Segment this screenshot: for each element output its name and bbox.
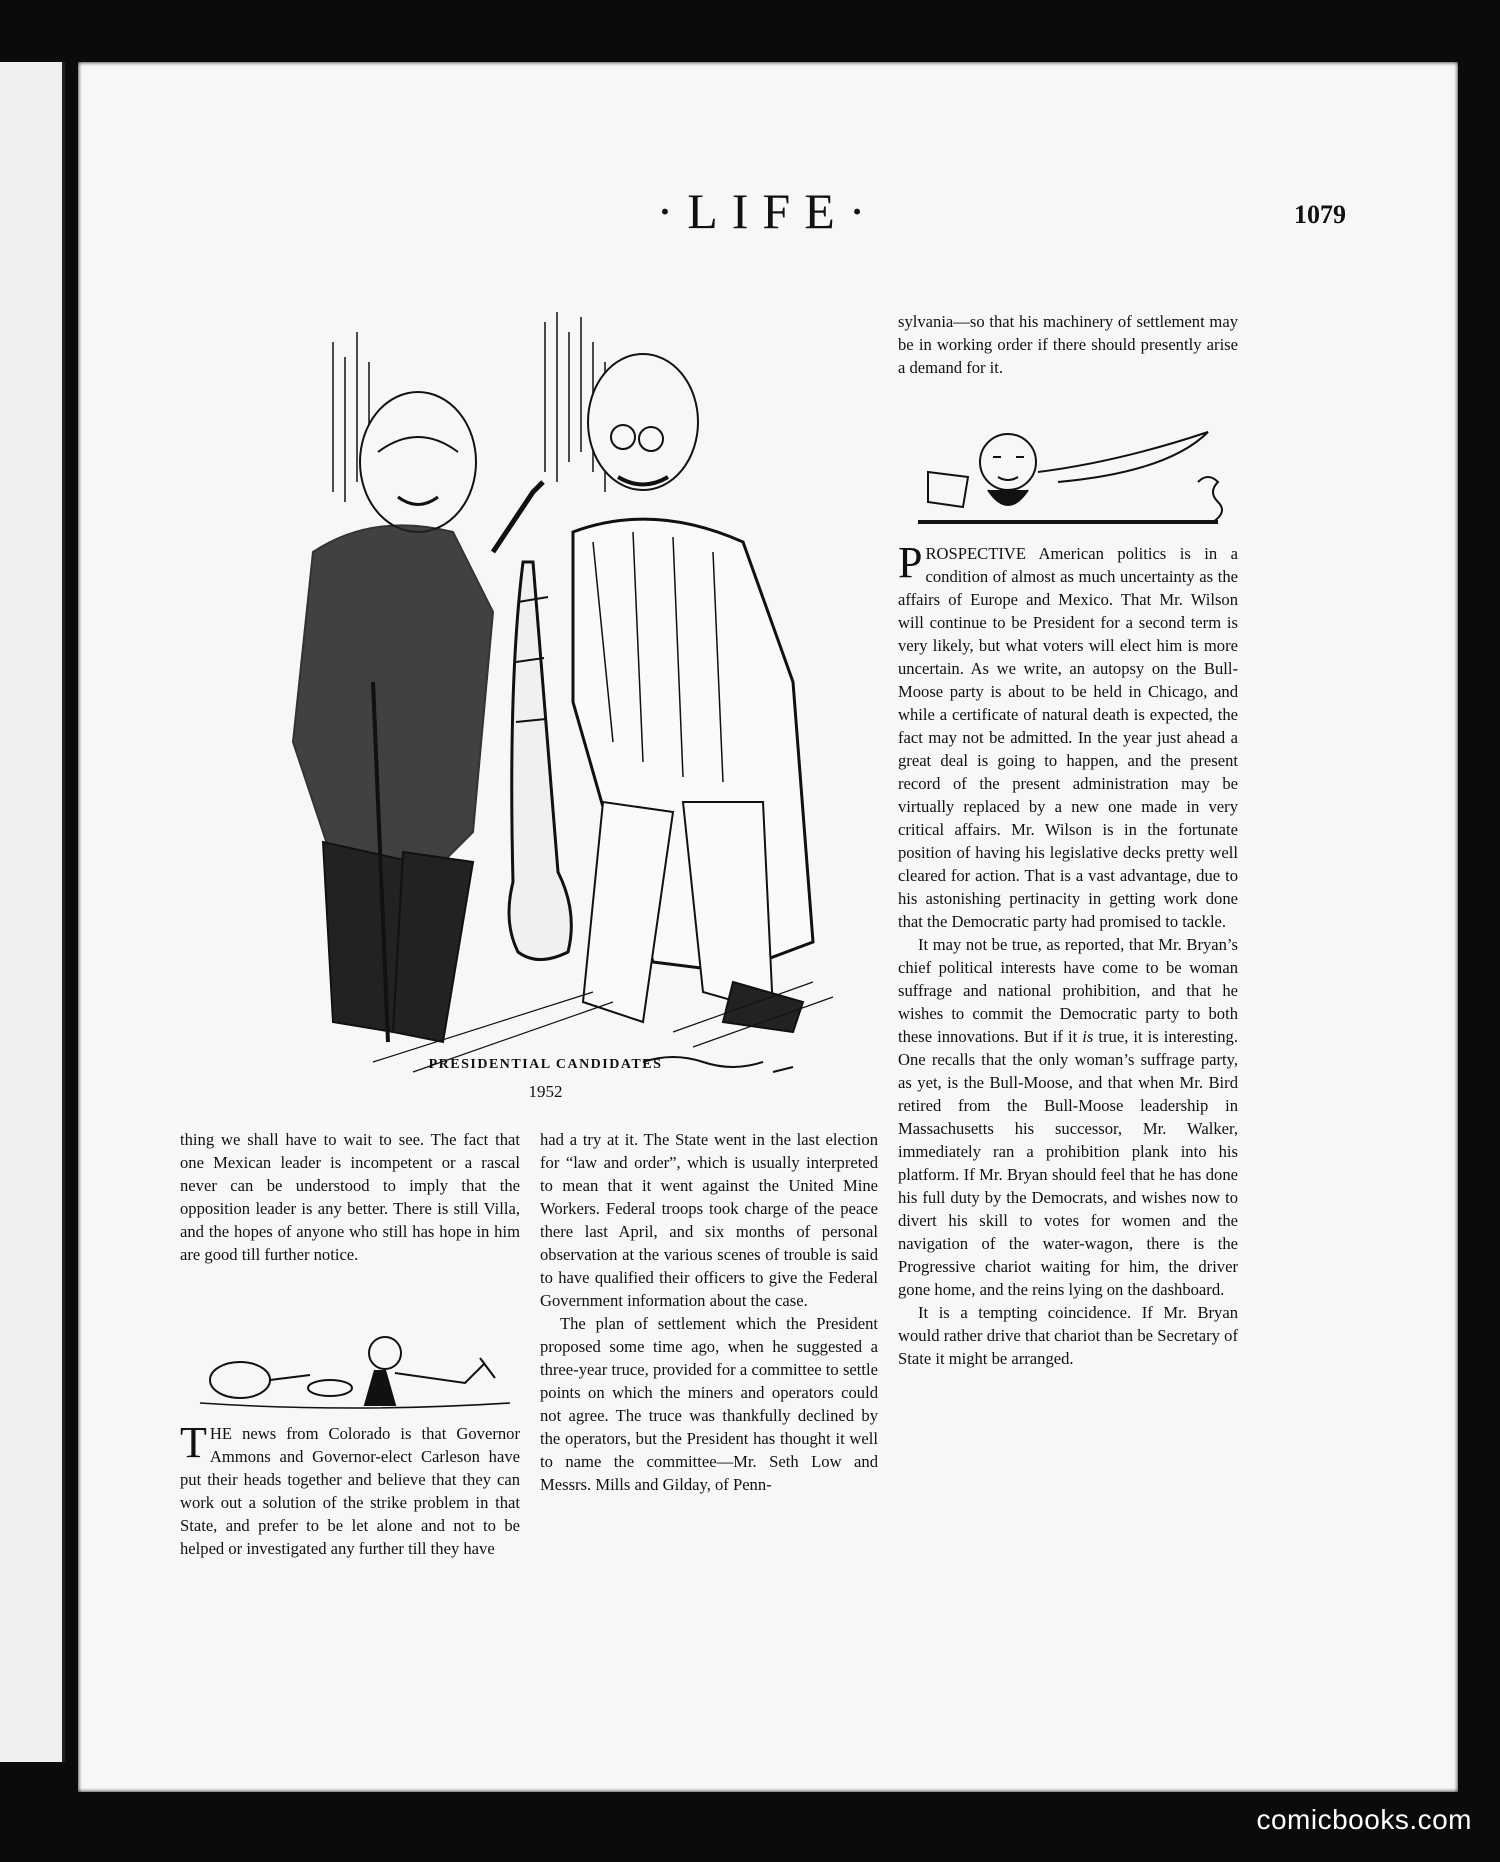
drop-cap-p: P bbox=[898, 538, 923, 587]
prospective-paragraph bbox=[898, 538, 1238, 933]
site-watermark: comicbooks.com bbox=[1256, 1804, 1472, 1835]
bryan-paragraph bbox=[898, 933, 1238, 1301]
page-number: 1079 bbox=[1294, 200, 1346, 229]
colorado-paragraph bbox=[180, 1418, 520, 1560]
column-3 bbox=[898, 310, 1238, 379]
column-1 bbox=[180, 1128, 520, 1266]
facing-page-edge bbox=[0, 62, 65, 1762]
column-2-paragraph-1: had a try at it. The State went in the last election for “law and order”, which is usually interpreted to mean that it went against the United Mine Workers. Federal troops took charge of the peace there last April, and six months of personal observation at the various scenes of trouble is said to have qualified their officers to give the Federal Government information about the case. bbox=[540, 1130, 878, 1310]
cartoon-illustration bbox=[173, 277, 918, 1107]
vignette-quill-illustration bbox=[908, 422, 1228, 532]
bryan-text-a: It may not be true, as reported, that Mr. Bryan’s chief political interests have come to be woman suffrage and national prohibition, and that he wishes to commit the Democratic party to both these innovations. But if it bbox=[898, 935, 1238, 1046]
cartoon-caption: PRESIDENTIAL CANDIDATES bbox=[428, 1057, 663, 1072]
coincidence-paragraph: It is a tempting coincidence. If Mr. Bryan would rather drive that chariot than be Secretary of State it might be arranged. bbox=[898, 1303, 1238, 1368]
bespectacled-candidate-figure bbox=[573, 354, 813, 1032]
magazine-page bbox=[78, 62, 1458, 1792]
elderly-candidate-figure bbox=[293, 392, 543, 1042]
column-2 bbox=[540, 1128, 878, 1496]
cartoon-year: 1952 bbox=[528, 1082, 563, 1101]
column-2-paragraph-2: The plan of settlement which the President proposed some time ago, when he suggested a three-year truce, provided for a committee to settle points on which the miners and operators could not agree. The truce was thankfully declined by the operators, but the President has thought it well to name the committee—Mr. Seth Low and Messrs. Mills and Gilday, of Penn- bbox=[540, 1314, 878, 1494]
column-3-paragraph-1: sylvania—so that his machinery of settlement may be in working order if there should presently arise a demand for it. bbox=[898, 312, 1238, 377]
prospective-text: ROSPECTIVE American politics is in a condition of almost as much uncertainty as the affairs of Europe and Mexico. That Mr. Wilson will continue to be President for a second term is very likely, but what voters will elect him is more uncertain. As we write, an autopsy on the Bull-Moose party is about to be held in Chicago, and while a certificate of natural death is expected, the fact may not be admitted. In the year just ahead a great deal is going to happen, and the present record of the present administration may be virtually replaced by a new one made in very critical affairs. Mr. Wilson is in the fortunate position of having his legislative decks pretty well cleared for action. That is a vast advantage, due to his astonishing pertinacity in getting work done that the Democratic party had promised to tackle. bbox=[898, 544, 1238, 931]
column-1-lower bbox=[180, 1418, 520, 1560]
vignette-chase-illustration bbox=[180, 1318, 520, 1418]
colorado-text: HE news from Colorado is that Governor Ammons and Governor-elect Carleson have put their heads together and believe that they can work out a solution of the strike problem in that State, and prefer to be let alone and not to be helped or investigated any further till they have bbox=[180, 1424, 520, 1558]
masthead: ·LIFE· bbox=[656, 183, 880, 239]
club-prop bbox=[509, 562, 571, 960]
column-1-paragraph-1: thing we shall have to wait to see. The fact that one Mexican leader is incompetent or a rascal never can be understood to imply that the opposition leader is any better. There is still Villa, and the hopes of anyone who still has hope in him are good till further notice. bbox=[180, 1130, 520, 1264]
bryan-text-emphasis: is bbox=[1082, 1027, 1094, 1046]
bryan-text-b: true, it is interesting. One recalls that the only woman’s suffrage party, as yet, is the Bull-Moose, and that when Mr. Bird retired from the Bull-Moose leadership in Massachusetts his successor, Mr. Walker, immediately ran a prohibition plank into his platform. If Mr. Bryan should feel that he has done his full duty by the Democrats, and wishes now to divert his skill to votes for women and the navigation of the water-wagon, there is the Progressive chariot waiting for him, the driver gone home, and the reins lying on the dashboard. bbox=[898, 1027, 1238, 1299]
column-3-lower bbox=[898, 538, 1238, 1370]
drop-cap-t: T bbox=[180, 1418, 207, 1467]
